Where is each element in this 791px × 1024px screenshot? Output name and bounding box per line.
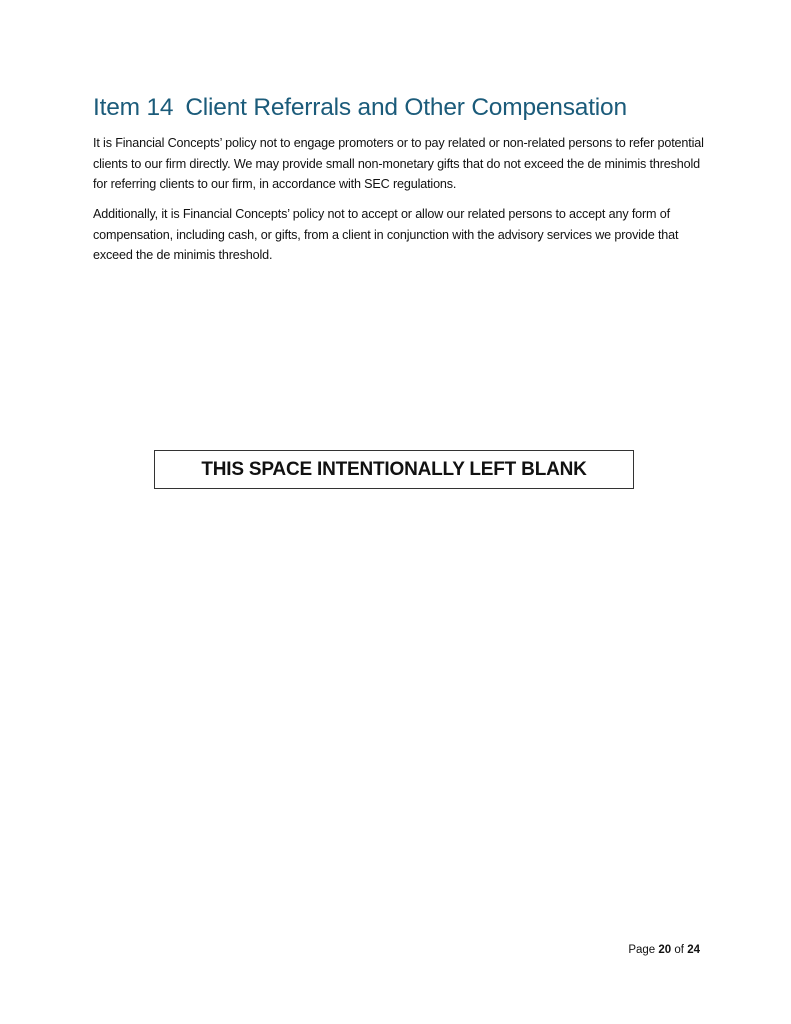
blank-space-notice-box xyxy=(154,450,634,489)
current-page-number: 20 xyxy=(658,944,672,956)
total-page-count: 24 xyxy=(687,944,700,956)
paragraph-compensation-policy: Additionally, it is Financial Concepts’ policy not to accept or allow our related persons to accept any form of compensation, including cash, or gifts, from a client in conjunction with the advisory services we provide that exceed the de minimis threshold. xyxy=(93,207,679,262)
page-of-word: of xyxy=(674,944,684,956)
section-heading xyxy=(93,92,713,124)
paragraph-promoters-policy: It is Financial Concepts’ policy not to engage promoters or to pay related or non-related persons to refer potential clients to our firm directly. We may provide small non-monetary gifts that do not exceed the de minimis threshold for referring clients to our firm, in accordance with SEC regulations. xyxy=(93,136,704,191)
page-prefix: Page xyxy=(628,944,656,956)
section-item-number: Item 14 xyxy=(93,94,174,121)
blank-space-notice-text: THIS SPACE INTENTIONALLY LEFT BLANK xyxy=(201,458,587,480)
page-number-footer xyxy=(560,944,700,956)
section-title: Client Referrals and Other Compensation xyxy=(185,94,627,121)
